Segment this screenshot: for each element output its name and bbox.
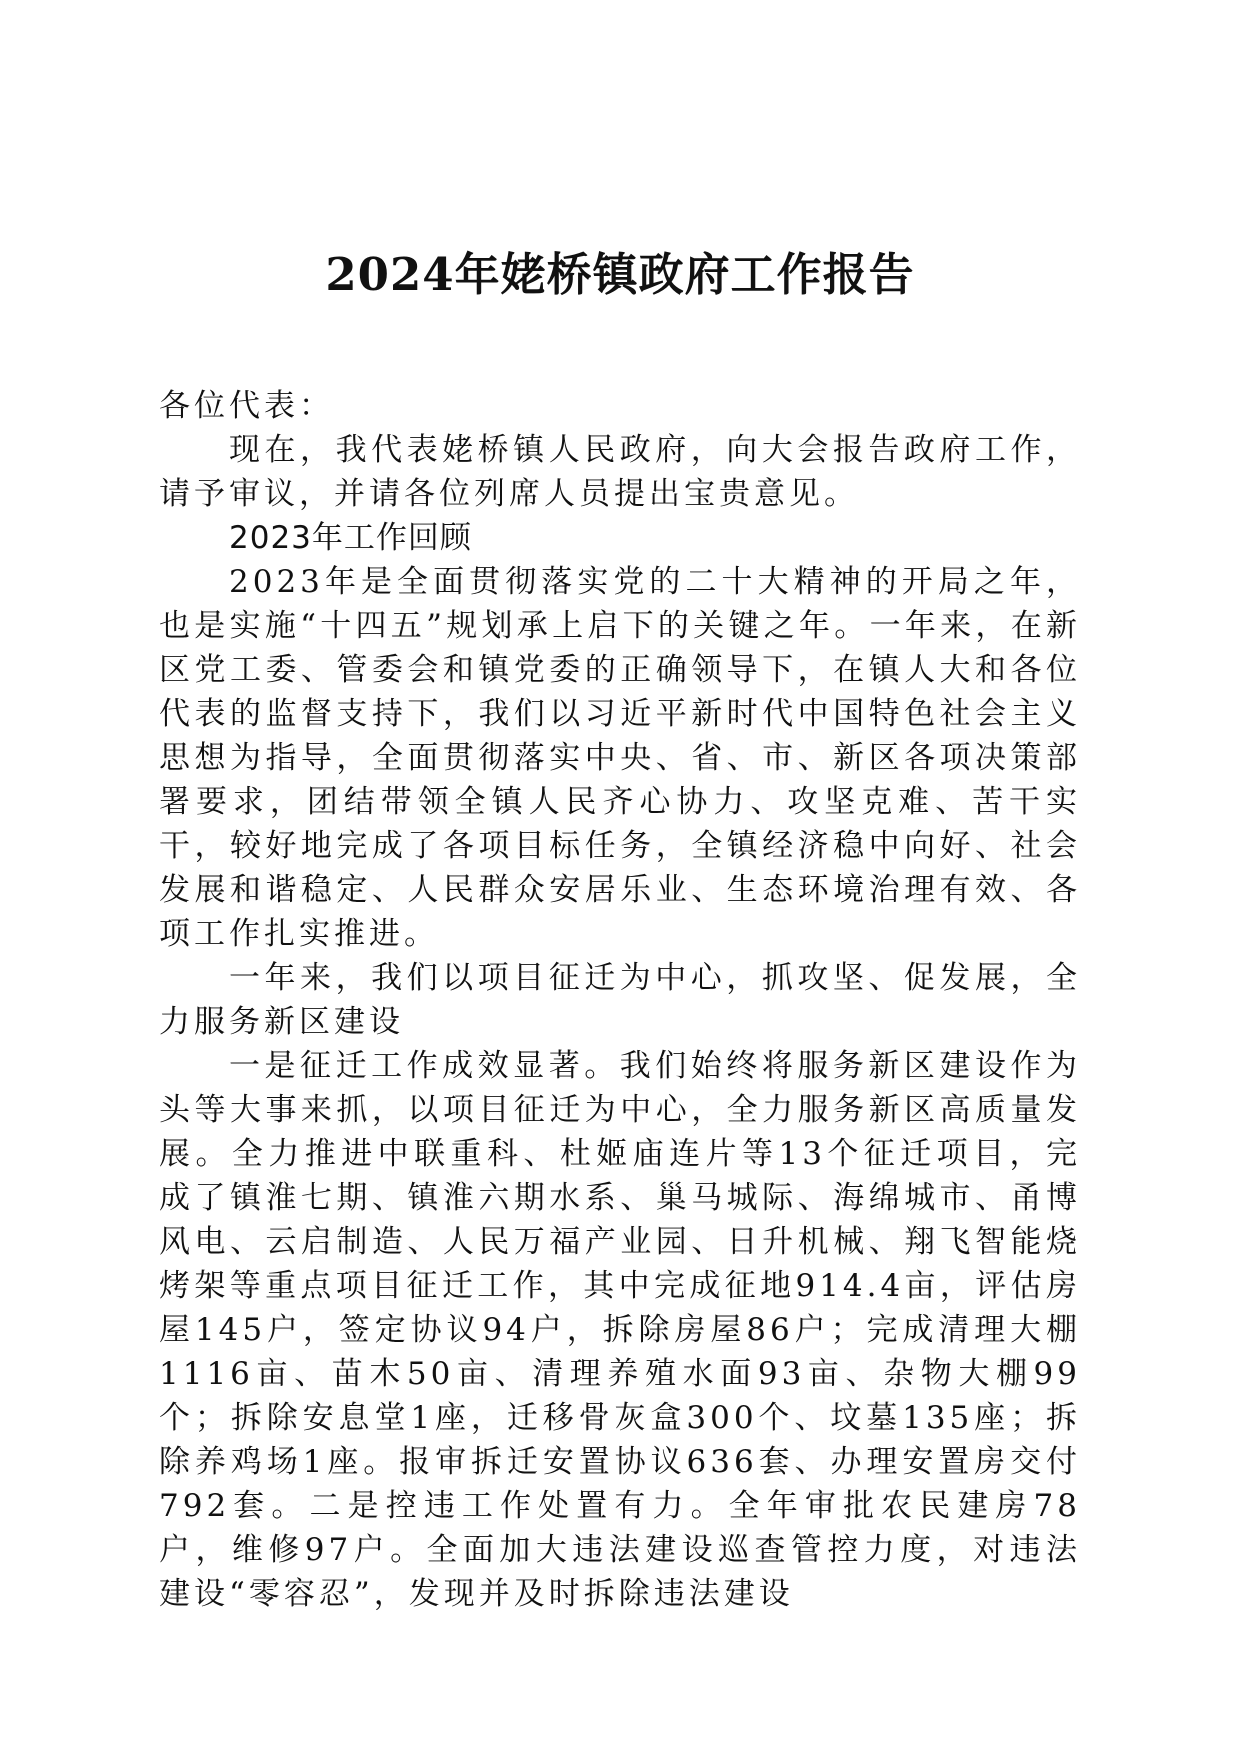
salutation: 各位代表： [159,388,334,424]
document-body [159,384,1081,1616]
body-paragraph: 一年来，我们以项目征迁为中心，抓攻坚、促发展，全力服务新区建设 [159,960,1081,1040]
intro-paragraph: 现在，我代表姥桥镇人民政府，向大会报告政府工作，请予审议，并请各位列席人员提出宝贵意见。 [159,432,1081,512]
body-paragraph: 2023年是全面贯彻落实党的二十大精神的开局之年，也是实施“十四五”规划承上启下的关键之年。一年来，在新区党工委、管委会和镇党委的正确领导下，在镇人大和各位代表的监督支持下，我们以习近平新时代中国特色社会主义思想为指导，全面贯彻落实中央、省、市、新区各项决策部署要求，团结带领全镇人民齐心协力、攻坚克难、苦干实干，较好地完成了各项目标任务，全镇经济稳中向好、社会发展和谐稳定、人民群众安居乐业、生态环境治理有效、各项工作扎实推进。 [159,564,1081,952]
body-paragraph: 一是征迁工作成效显著。我们始终将服务新区建设作为头等大事来抓，以项目征迁为中心，全力服务新区高质量发展。全力推进中联重科、杜姬庙连片等13个征迁项目，完成了镇淮七期、镇淮六期水系、巢马城际、海绵城市、甬博风电、云启制造、人民万福产业园、日升机械、翔飞智能烧烤架等重点项目征迁工作，其中完成征地914.4亩，评估房屋145户，签定协议94户，拆除房屋86户；完成清理大棚1116亩、苗木50亩、清理养殖水面93亩、杂物大棚99个；拆除安息堂1座，迁移骨灰盒300个、坟墓135座；拆除养鸡场1座。报审拆迁安置协议636套、办理安置房交付792套。二是控违工作处置有力。全年审批农民建房78户，维修97户。全面加大违法建设巡查管控力度，对违法建设“零容忍”，发现并及时拆除违法建设 [159,1048,1081,1612]
document-title: 2024年姥桥镇政府工作报告 [325,248,915,301]
section-heading: 2023年工作回顾 [229,520,472,556]
